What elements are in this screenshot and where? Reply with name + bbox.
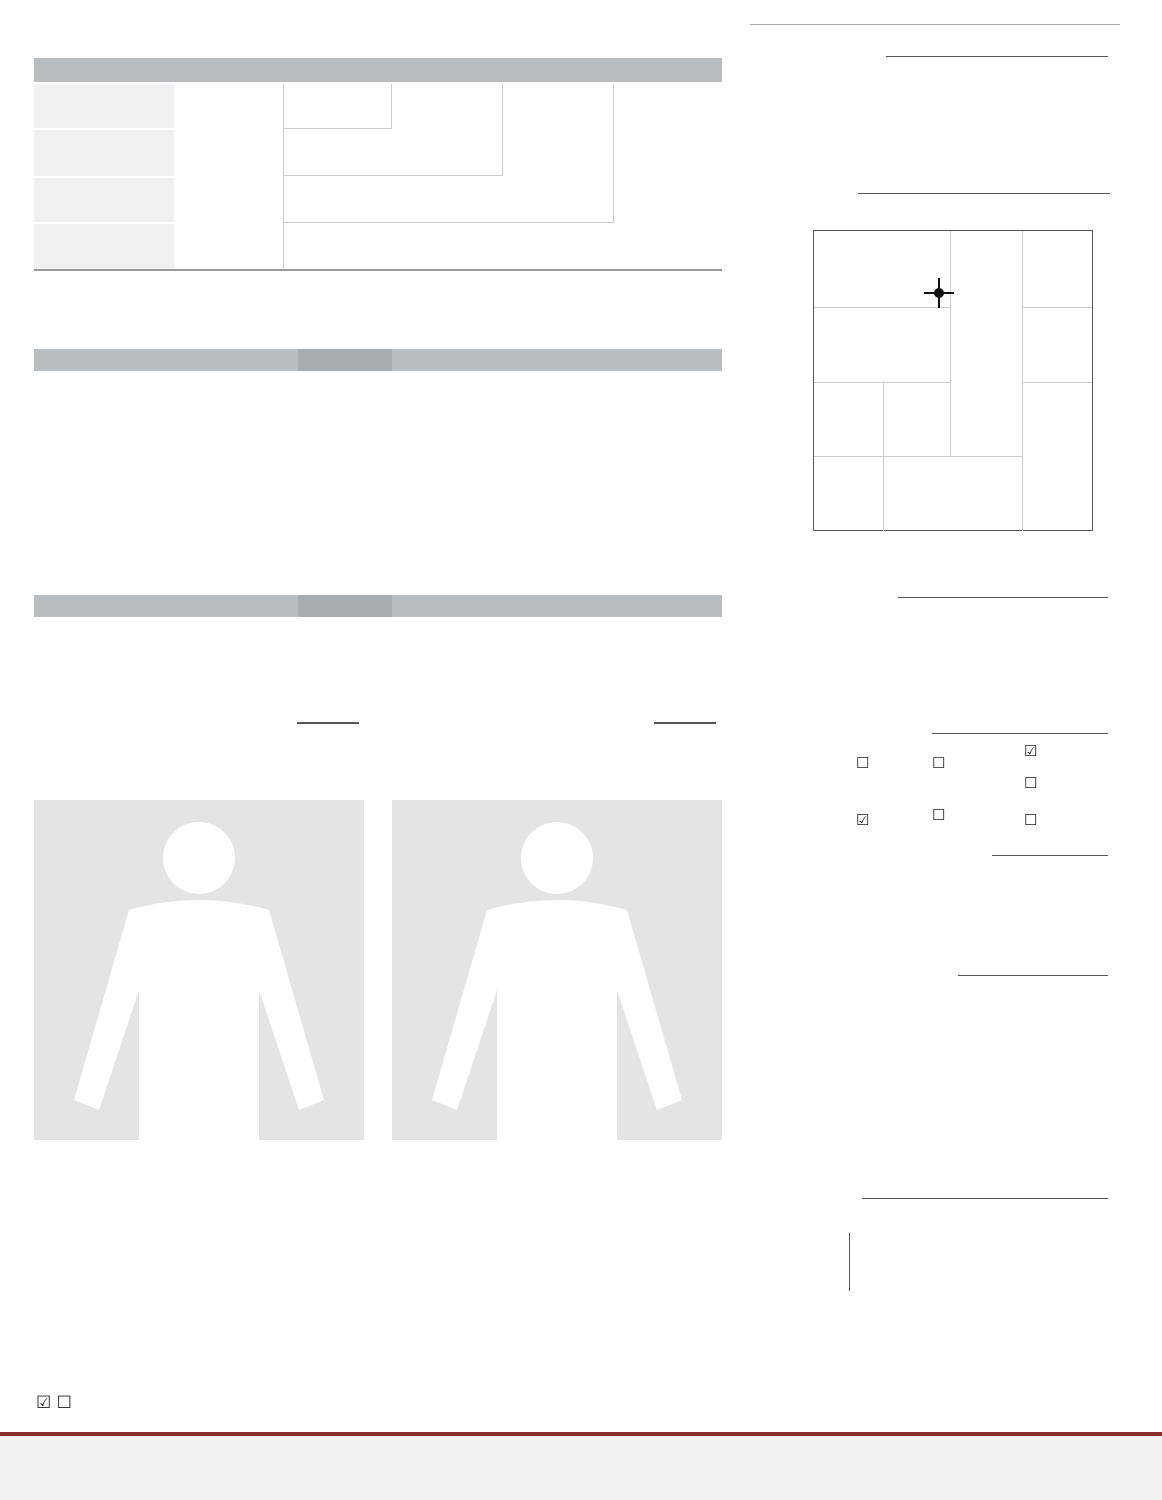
oe-pbf-over[interactable]: ☐ [1024,811,1038,829]
lean-eval-legend [297,722,359,724]
hdr-values [172,59,280,81]
hdr-tbw [284,59,392,81]
body-type-grid [813,230,1093,531]
oe-pbf-normal[interactable]: ☑ [856,811,870,829]
oe-bmi-slightly-over[interactable]: ☑ [1024,742,1038,760]
hdr-weight [614,59,720,81]
ob-normal [298,595,392,617]
hdr-slm [393,59,501,81]
lean-panel [34,800,364,1140]
mfa-normal [298,349,392,371]
body-silhouette-icon [34,800,364,1140]
ob-under [174,595,297,617]
body-silhouette-icon [392,800,722,1140]
hdr-ffm [503,59,611,81]
oe-bmi-under[interactable]: ☐ [932,754,946,772]
ob-over [393,595,720,617]
oe-bmi-normal[interactable]: ☐ [856,754,870,772]
oe-pbf-slightly-over[interactable]: ☐ [932,806,946,824]
fat-panel [392,800,722,1140]
history-recent-checkbox[interactable]: ☑ ☐ [36,1393,72,1413]
mfa-under [174,349,297,371]
fat-eval-legend [654,722,716,724]
oe-bmi-over[interactable]: ☐ [1024,774,1038,792]
mfa-over [393,349,720,371]
body-type-marker-icon [924,278,954,308]
